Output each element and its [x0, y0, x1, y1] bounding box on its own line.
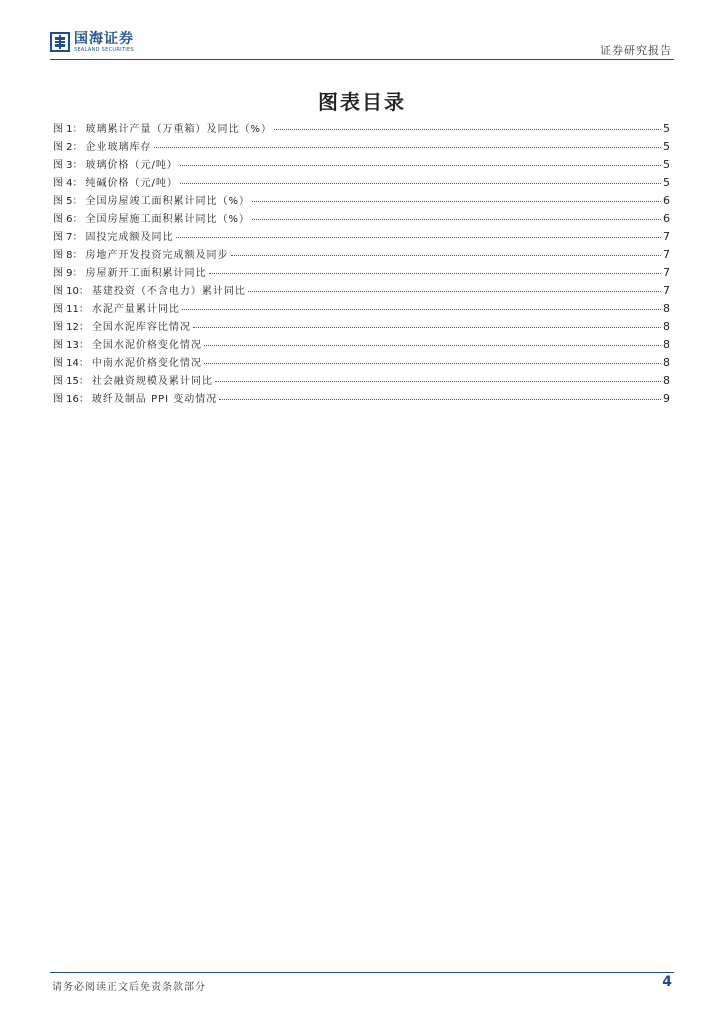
report-type-label: 证券研究报告 [600, 44, 672, 57]
toc-figure-title: 纯碱价格（元/吨） [85, 178, 178, 189]
toc-entry[interactable] [53, 192, 670, 210]
toc-page-number: 7 [663, 284, 670, 297]
toc-figure-number: 图 5 [53, 196, 73, 207]
toc-dot-leader [176, 237, 661, 238]
toc-figure-number: 图 6 [53, 214, 73, 225]
logo-chinese-name: 国海证券 [74, 31, 134, 47]
toc-page-number: 5 [663, 176, 670, 189]
toc-dot-leader [180, 183, 661, 184]
toc-figure-title: 房地产开发投资完成额及同步 [85, 250, 229, 261]
toc-separator: ： [78, 322, 89, 333]
toc-figure-number: 图 15 [53, 376, 79, 387]
toc-entry[interactable] [53, 390, 670, 408]
toc-page-number: 6 [663, 212, 670, 225]
toc-separator: ： [78, 304, 89, 315]
toc-separator: ： [78, 340, 89, 351]
toc-page-number: 5 [663, 140, 670, 153]
toc-entry[interactable] [53, 264, 670, 282]
sealand-logo-icon [50, 32, 70, 52]
toc-figure-title: 玻纤及制品 PPI 变动情况 [91, 394, 218, 405]
toc-separator: ： [72, 160, 83, 171]
toc-page-number: 5 [663, 122, 670, 135]
page-number: 4 [662, 974, 672, 990]
toc-entry[interactable] [53, 282, 670, 300]
toc-separator: ： [72, 250, 83, 261]
toc-figure-title: 玻璃价格（元/吨） [85, 160, 178, 171]
toc-figure-number: 图 8 [53, 250, 73, 261]
toc-figure-title: 企业玻璃库存 [85, 142, 152, 153]
toc-figure-title: 房屋新开工面积累计同比 [85, 268, 207, 279]
toc-entry[interactable] [53, 210, 670, 228]
toc-entry[interactable] [53, 318, 670, 336]
toc-dot-leader [154, 147, 661, 148]
toc-dot-leader [274, 129, 661, 130]
toc-figure-title: 全国房屋施工面积累计同比（%） [85, 214, 251, 225]
toc-figure-title: 玻璃累计产量（万重箱）及同比（%） [85, 124, 273, 135]
toc-figure-title: 全国房屋竣工面积累计同比（%） [85, 196, 251, 207]
toc-separator: ： [72, 124, 83, 135]
toc-entry[interactable] [53, 138, 670, 156]
toc-figure-title: 中南水泥价格变化情况 [91, 358, 202, 369]
toc-entry[interactable] [53, 372, 670, 390]
page-header [50, 30, 674, 60]
header-divider [50, 59, 674, 60]
toc-page-number: 5 [663, 158, 670, 171]
toc-page-number: 9 [663, 392, 670, 405]
toc-figure-number: 图 10 [53, 286, 79, 297]
toc-dot-leader [231, 255, 661, 256]
toc-entry[interactable] [53, 300, 670, 318]
toc-dot-leader [219, 399, 661, 400]
toc-separator: ： [72, 142, 83, 153]
toc-figure-number: 图 3 [53, 160, 73, 171]
toc-title: 图表目录 [318, 90, 406, 114]
toc-figure-number: 图 2 [53, 142, 73, 153]
toc-dot-leader [248, 291, 661, 292]
toc-figure-number: 图 16 [53, 394, 79, 405]
toc-figure-number: 图 1 [53, 124, 73, 135]
toc-dot-leader [193, 327, 661, 328]
toc-figure-number: 图 12 [53, 322, 79, 333]
toc-page-number: 8 [663, 320, 670, 333]
toc-page-number: 8 [663, 356, 670, 369]
toc-dot-leader [209, 273, 661, 274]
toc-figure-number: 图 4 [53, 178, 73, 189]
toc-dot-leader [180, 165, 661, 166]
toc-separator: ： [72, 232, 83, 243]
toc-dot-leader [215, 381, 661, 382]
toc-page-number: 6 [663, 194, 670, 207]
logo-text [74, 32, 134, 54]
toc-entry[interactable] [53, 120, 670, 138]
toc-figure-title: 水泥产量累计同比 [91, 304, 180, 315]
toc-figure-title: 全国水泥库容比情况 [91, 322, 191, 333]
toc-figure-title: 社会融资规模及累计同比 [91, 376, 213, 387]
toc-separator: ： [72, 214, 83, 225]
toc-page-number: 8 [663, 374, 670, 387]
toc-separator: ： [78, 376, 89, 387]
toc-entry[interactable] [53, 246, 670, 264]
toc-separator: ： [78, 358, 89, 369]
toc-figure-number: 图 7 [53, 232, 73, 243]
toc-separator: ： [78, 394, 89, 405]
toc-entry[interactable] [53, 156, 670, 174]
toc-page-number: 8 [663, 302, 670, 315]
toc-figure-title: 基建投资（不含电力）累计同比 [91, 286, 246, 297]
toc-dot-leader [204, 345, 661, 346]
toc-separator: ： [78, 286, 89, 297]
toc-figure-number: 图 11 [53, 304, 79, 315]
toc-page-number: 7 [663, 248, 670, 261]
toc-figure-title: 固投完成额及同比 [85, 232, 174, 243]
toc-entry[interactable] [53, 336, 670, 354]
toc-entry[interactable] [53, 174, 670, 192]
company-logo [50, 32, 134, 54]
logo-english-name: SEALAND SECURITIES [74, 47, 134, 53]
toc-entry[interactable] [53, 228, 670, 246]
toc-figure-title: 全国水泥价格变化情况 [91, 340, 202, 351]
toc-dot-leader [204, 363, 661, 364]
toc-dot-leader [182, 309, 661, 310]
toc-separator: ： [72, 268, 83, 279]
toc-page-number: 8 [663, 338, 670, 351]
disclaimer-note: 请务必阅读正文后免责条款部分 [52, 982, 206, 993]
toc-list [53, 120, 670, 408]
toc-separator: ： [72, 178, 83, 189]
toc-page-number: 7 [663, 266, 670, 279]
toc-dot-leader [252, 201, 661, 202]
toc-dot-leader [252, 219, 661, 220]
toc-entry[interactable] [53, 354, 670, 372]
toc-figure-number: 图 9 [53, 268, 73, 279]
toc-page-number: 7 [663, 230, 670, 243]
toc-separator: ： [72, 196, 83, 207]
toc-figure-number: 图 14 [53, 358, 79, 369]
toc-figure-number: 图 13 [53, 340, 79, 351]
footer-divider [50, 972, 674, 973]
